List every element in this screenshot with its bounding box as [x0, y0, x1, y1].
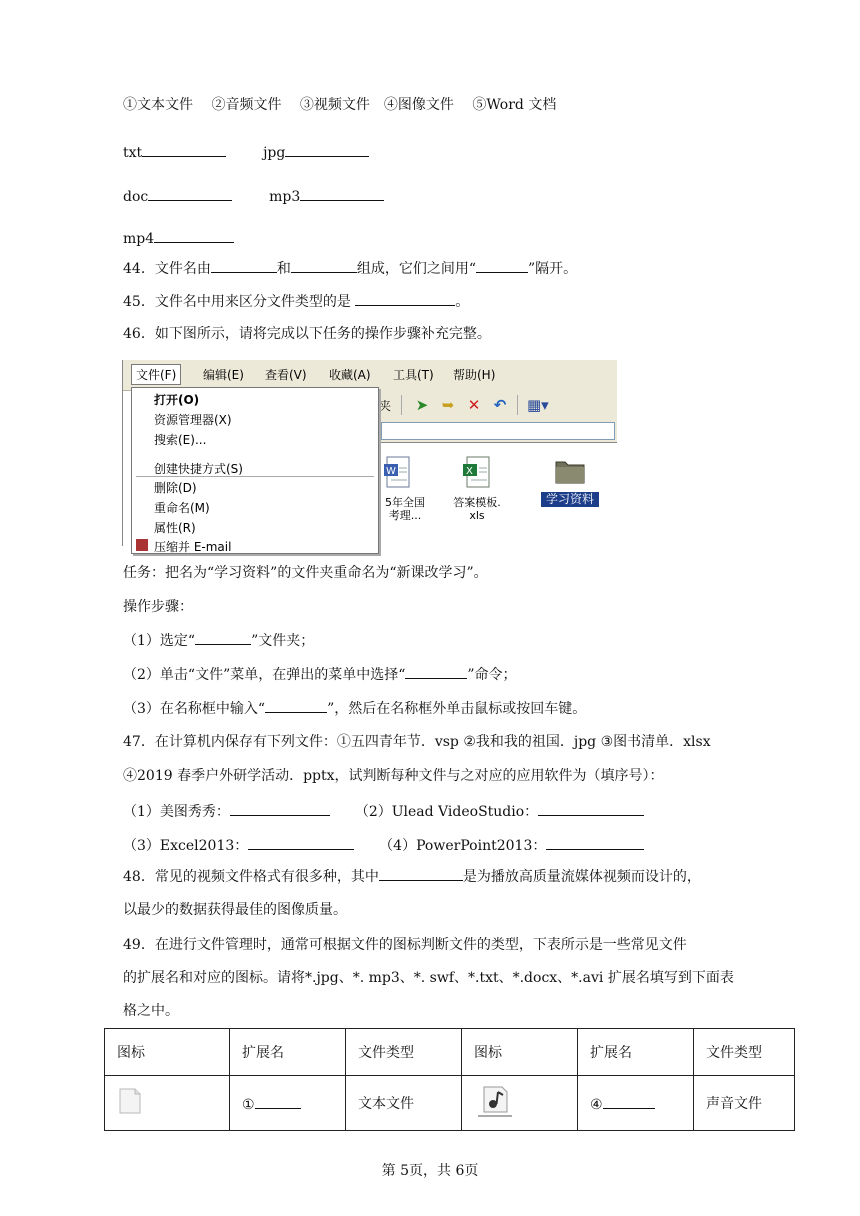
- q47-label-1: （1）美图秀秀：: [123, 804, 230, 820]
- q47-blank-4: [546, 835, 644, 850]
- ext-doc: doc: [123, 189, 149, 205]
- svg-text:W: W: [386, 466, 396, 477]
- blank-mp4: [154, 228, 234, 243]
- cell-icon-2: [462, 1076, 578, 1131]
- question-46: 46．如下图所示，请将完成以下任务的操作步骤补充完整。: [123, 326, 491, 342]
- steps-title: 操作步骤：: [123, 599, 193, 615]
- undo-icon[interactable]: ↶: [493, 396, 507, 414]
- step3-blank: [265, 698, 327, 713]
- cell-icon-1: [105, 1076, 230, 1131]
- address-bar: [377, 420, 617, 443]
- toolbar-folders-label[interactable]: 夹: [379, 399, 392, 413]
- blank-doc: [148, 186, 232, 201]
- menu-item-delete[interactable]: 删除(D): [154, 481, 197, 495]
- excel-file-item[interactable]: [445, 456, 509, 526]
- table-row: [105, 1076, 795, 1131]
- q48-blank: [379, 866, 463, 881]
- step1-blank: [195, 630, 251, 645]
- question-47-line-1: 47．在计算机内保存有下列文件：①五四青年节．vsp ②我和我的祖国．jpg ③图书清单．xlsx: [123, 734, 711, 750]
- q44-blank-3: [476, 258, 528, 273]
- step-1: [123, 630, 314, 651]
- word-file-name-1: 5年全国: [385, 496, 425, 509]
- q45-text-1: 45．文件名中用来区分文件类型的是: [123, 294, 356, 310]
- q47-label-3: （3）Excel2013：: [123, 838, 249, 854]
- menu-item-create-shortcut[interactable]: 创建快捷方式(S): [154, 462, 243, 476]
- answer-label-1: ①: [242, 1096, 255, 1113]
- match-row-2: [123, 186, 384, 207]
- step1-text-1: （1）选定“: [123, 633, 196, 649]
- blank-mp3: [300, 186, 384, 201]
- q44-text-2: 和: [276, 261, 291, 277]
- step3-text-2: ”，然后在名称框外单击鼠标或按回车键。: [327, 701, 587, 717]
- header-type-1: 文件类型: [346, 1029, 462, 1076]
- answer-label-4: ④: [590, 1096, 603, 1113]
- task-text: 任务：把名为“学习资料”的文件夹重命名为“新课改学习”。: [123, 565, 488, 581]
- step2-text-1: （2）单击“文件”菜单，在弹出的菜单中选择“: [123, 667, 406, 683]
- q44-blank-1: [211, 258, 277, 273]
- ext-jpg: jpg: [263, 145, 286, 161]
- excel-file-name-2: xls: [469, 509, 485, 522]
- excel-doc-icon: [461, 456, 493, 490]
- svg-text:X: X: [466, 466, 473, 477]
- ext-mp4: mp4: [123, 231, 155, 247]
- question-45: [123, 291, 469, 312]
- cell-ext-2: [578, 1076, 694, 1131]
- q44-blank-2: [291, 258, 357, 273]
- menu-view[interactable]: 查看(V): [265, 368, 307, 382]
- q48-text-1: 48．常见的视频文件格式有很多种，其中: [123, 869, 379, 885]
- blank-txt: [142, 142, 226, 157]
- q44-text-3: 组成，它们之间用“: [356, 261, 476, 277]
- folder-item-xuexiziliao[interactable]: [537, 454, 603, 514]
- menu-item-properties[interactable]: 属性(R): [154, 521, 196, 535]
- menu-tools[interactable]: 工具(T): [393, 368, 434, 382]
- question-48-line-2: 以最少的数据获得最佳的图像质量。: [123, 902, 347, 918]
- zip-icon: [136, 539, 148, 551]
- q48-text-2: 是为播放高质量流媒体视频而设计的，: [462, 869, 701, 885]
- match-row-3: [123, 228, 234, 249]
- q47-label-2: （2）Ulead VideoStudio：: [354, 804, 539, 820]
- menu-file[interactable]: 文件(F): [131, 364, 181, 385]
- view-icon[interactable]: ▦▾: [527, 396, 549, 414]
- cell-ext-1: [230, 1076, 346, 1131]
- header-ext-1: 扩展名: [230, 1029, 346, 1076]
- excel-file-name-1: 答案模板.: [453, 496, 501, 509]
- header-type-2: 文件类型: [694, 1029, 795, 1076]
- answer-blank-4: [603, 1094, 655, 1109]
- step1-text-2: ”文件夹；: [251, 633, 315, 649]
- header-icon-1: 图标: [105, 1029, 230, 1076]
- menu-item-search[interactable]: 搜索(E)...: [154, 433, 207, 447]
- menu-item-open[interactable]: 打开(O): [154, 393, 200, 407]
- question-49-line-3: 格之中。: [123, 1003, 179, 1019]
- folder-icon: [553, 456, 587, 486]
- question-44: [123, 258, 577, 279]
- move-icon[interactable]: ➥: [441, 396, 455, 414]
- menu-edit[interactable]: 编辑(E): [203, 368, 244, 382]
- step2-text-2: ”命令；: [467, 667, 517, 683]
- audio-file-icon: [474, 1084, 514, 1118]
- step-2: [123, 664, 517, 685]
- ext-mp3: mp3: [269, 189, 301, 205]
- word-file-item[interactable]: [377, 456, 433, 526]
- q47-blank-2: [538, 801, 644, 816]
- step2-blank: [405, 664, 467, 679]
- folder-name-selected: 学习资料: [541, 492, 599, 507]
- folder-up-icon[interactable]: ➤: [415, 396, 429, 414]
- q45-blank: [355, 291, 455, 306]
- q47-label-4: （4）PowerPoint2013：: [379, 838, 547, 854]
- file-type-options: ①文本文件 ②音频文件 ③视频文件 ④图像文件 ⑤Word 文档: [123, 97, 557, 113]
- step3-text-1: （3）在名称框中输入“: [123, 701, 266, 717]
- word-doc-icon: [383, 456, 413, 490]
- table-header-row: [105, 1029, 795, 1076]
- q44-text-1: 44．文件名由: [123, 261, 211, 277]
- question-49-line-2: 的扩展名和对应的图标。请将*.jpg、*. mp3、*. swf、*.txt、*.docx、*.avi 扩展名填写到下面表: [123, 970, 734, 986]
- question-47-answers-1: [123, 801, 644, 822]
- menu-favorites[interactable]: 收藏(A): [329, 368, 371, 382]
- address-input[interactable]: [381, 422, 615, 440]
- text-file-icon: [117, 1087, 143, 1115]
- header-ext-2: 扩展名: [578, 1029, 694, 1076]
- q45-text-2: 。: [455, 294, 470, 310]
- menu-item-explorer[interactable]: 资源管理器(X): [154, 413, 232, 427]
- cell-type-1: 文本文件: [346, 1076, 462, 1131]
- header-icon-2: 图标: [462, 1029, 578, 1076]
- step-3: [123, 698, 586, 719]
- menu-item-compress-email[interactable]: 压缩并 E-mail: [154, 540, 232, 554]
- question-47-line-2: ④2019 春季户外研学活动．pptx，试判断每种文件与之对应的应用软件为（填序号）：: [123, 768, 664, 784]
- toolbar: [377, 390, 617, 421]
- q44-text-4: ”隔开。: [528, 261, 578, 277]
- q47-blank-3: [248, 835, 354, 850]
- answer-blank-1: [255, 1094, 301, 1109]
- page-footer: 第 5页，共 6页: [381, 1163, 479, 1179]
- file-menu-dropdown: [131, 387, 379, 554]
- question-48-line-1: [123, 866, 701, 887]
- delete-icon[interactable]: ✕: [467, 396, 481, 414]
- extension-table: [104, 1028, 795, 1131]
- match-row-1: [123, 142, 369, 163]
- ext-txt: txt: [123, 145, 143, 161]
- question-49-line-1: 49．在进行文件管理时，通常可根据文件的图标判断文件的类型，下表所示是一些常见文件: [123, 937, 687, 953]
- word-file-name-2: 考理...: [388, 509, 422, 522]
- menu-help[interactable]: 帮助(H): [453, 368, 496, 382]
- blank-jpg: [285, 142, 369, 157]
- cell-type-2: 声音文件: [694, 1076, 795, 1131]
- menu-item-rename[interactable]: 重命名(M): [154, 501, 210, 515]
- question-47-answers-2: [123, 835, 644, 856]
- explorer-screenshot: [122, 360, 617, 554]
- q47-blank-1: [230, 801, 330, 816]
